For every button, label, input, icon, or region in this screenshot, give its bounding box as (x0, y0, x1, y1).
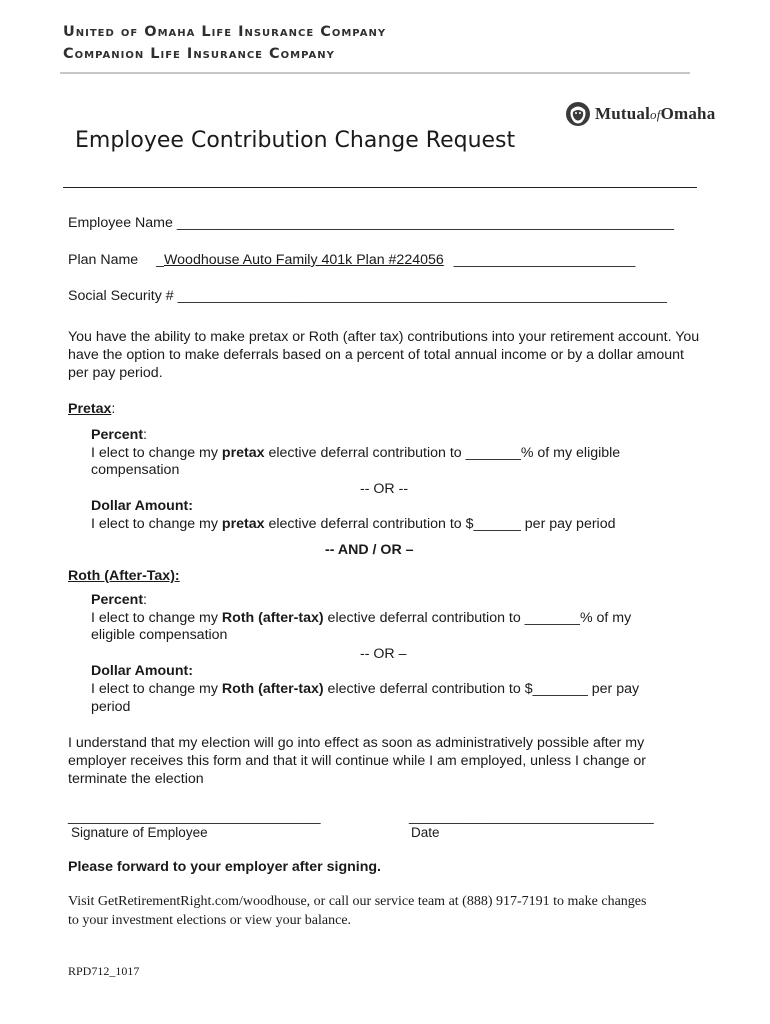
employee-name-field[interactable] (68, 214, 674, 232)
employee-name-label: Employee Name (68, 215, 173, 231)
lion-head-icon (563, 100, 593, 128)
company-name-united: United of Omaha Life Insurance Company (63, 24, 387, 40)
plan-name-value: Woodhouse Auto Family 401k Plan #224056 (164, 252, 444, 268)
company-name-companion: Companion Life Insurance Company (63, 46, 335, 62)
forward-instruction: Please forward to your employer after signing. (68, 859, 381, 875)
date-label: Date (411, 825, 440, 840)
pretax-dollar-line: I elect to change my pretax elective deferral contribution to $______ per pay period (91, 516, 616, 532)
visit-line-2: to your investment elections or view your balance. (68, 913, 352, 928)
form-code: RPD712_1017 (68, 964, 140, 978)
logo-wordmark: MutualofOmaha (595, 104, 716, 123)
pretax-or-separator: -- OR -- (360, 481, 409, 497)
pretax-heading: Pretax: (68, 401, 116, 417)
roth-dollar-label: Dollar Amount: (91, 663, 193, 679)
mutual-of-omaha-logo (563, 100, 715, 128)
roth-percent-line2: eligible compensation (91, 627, 228, 643)
title-underline (63, 187, 697, 188)
ssn-blank[interactable]: ______________________________________________________________ (177, 288, 667, 304)
date-line[interactable]: _______________________________ (409, 809, 654, 825)
signature-label: Signature of Employee (71, 825, 208, 840)
roth-percent-line: I elect to change my Roth (after-tax) elective deferral contribution to _______% of my (91, 610, 632, 626)
roth-dollar-line2: period (91, 699, 131, 715)
visit-line-1: Visit GetRetirementRight.com/woodhouse, or call our service team at (888) 917-7191 to make changes (68, 894, 647, 909)
ssn-field[interactable] (68, 287, 667, 305)
page-title: Employee Contribution Change Request (75, 128, 516, 153)
ssn-label: Social Security # (68, 288, 174, 304)
roth-or-separator: -- OR – (360, 646, 407, 662)
pretax-percent-line2: compensation (91, 462, 180, 478)
and-or-separator: -- AND / OR – (325, 542, 414, 558)
header-divider (60, 72, 690, 74)
roth-heading: Roth (After-Tax): (68, 568, 180, 584)
plan-name-suffix: _______________________ (453, 252, 636, 268)
pretax-percent-label: Percent: (91, 427, 147, 443)
understanding-paragraph: I understand that my election will go into effect as soon as administratively possible after my employer receives this form and that it will continue while I am employed, unless I change or terminate the election (68, 735, 647, 787)
plan-name-label: Plan Name (68, 252, 139, 268)
plan-name-field (68, 251, 635, 269)
signature-line[interactable]: ________________________________ (68, 809, 321, 825)
plan-name-prefix: _ (156, 252, 165, 268)
pretax-dollar-label: Dollar Amount: (91, 498, 193, 514)
intro-paragraph: You have the ability to make pretax or Roth (after tax) contributions into your retirement account. You have the option to make deferrals based on a percent of total annual income or by a dollar amount per pay period. (68, 329, 700, 381)
roth-dollar-line: I elect to change my Roth (after-tax) elective deferral contribution to $_______ per pay (91, 681, 640, 697)
pretax-percent-line: I elect to change my pretax elective deferral contribution to _______% of my eligible (91, 445, 621, 461)
employee-name-blank[interactable]: _______________________________________________________________ (176, 215, 674, 231)
roth-percent-label: Percent: (91, 592, 147, 608)
